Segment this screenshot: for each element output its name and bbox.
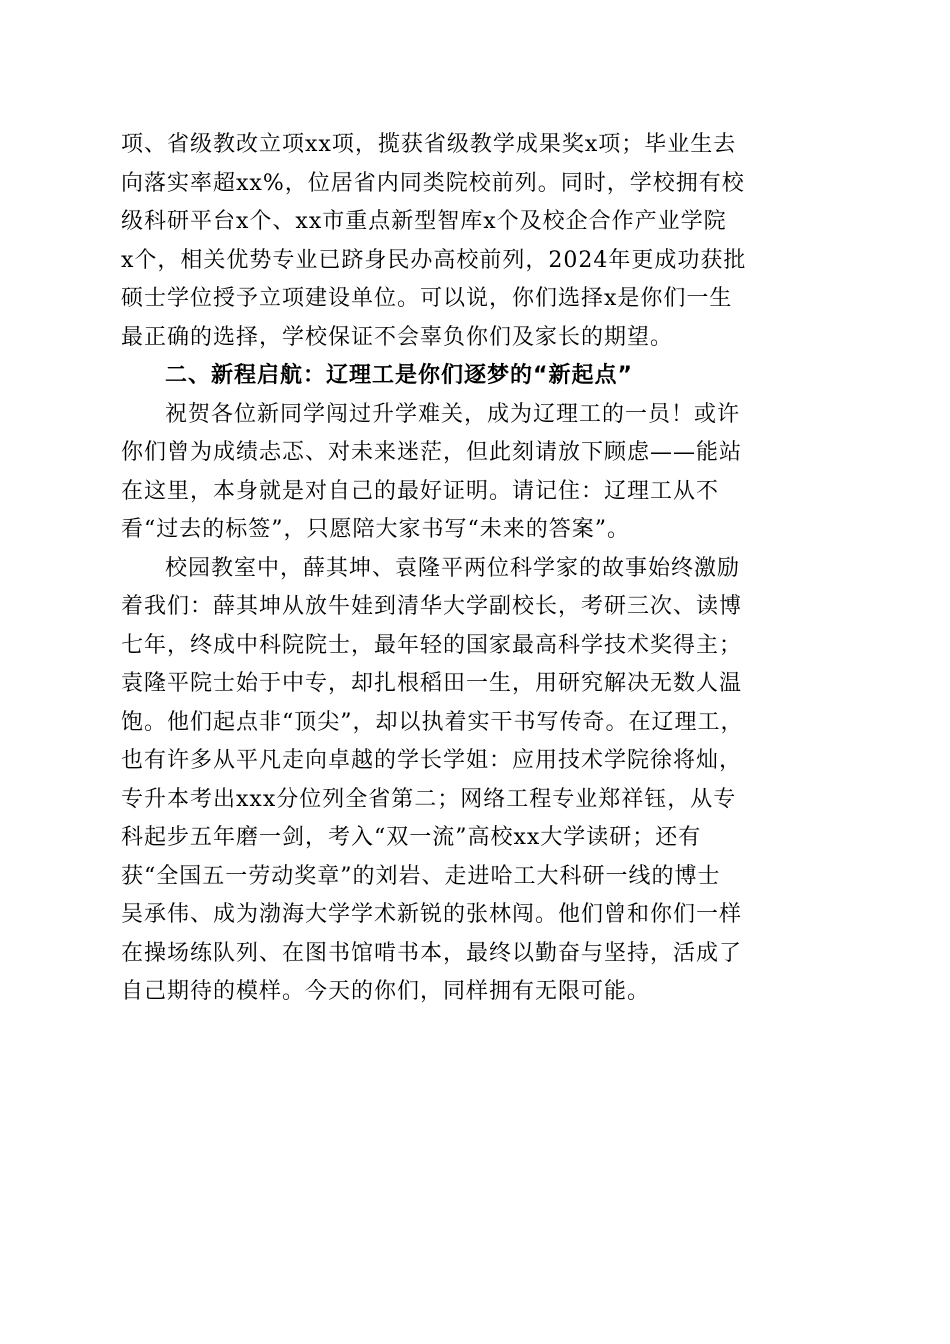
text-line: 祝贺各位新同学闯过升学难关，成为辽理工的一员！或许: [165, 401, 741, 427]
paragraph-3: [121, 550, 833, 1012]
text-line: x个，相关优势专业已跻身民办高校前列，2024年更成功获批: [121, 247, 747, 273]
document-body: [121, 126, 833, 1012]
text-line: 专升本考出xxx分位列全省第二；网络工程专业郑祥钰，从专: [121, 786, 737, 812]
text-line: 吴承伟、成为渤海大学学术新锐的张林闯。他们曾和你们一样: [121, 902, 743, 927]
text-line: 级科研平台x个、xx市重点新型智库x个及校企合作产业学院: [121, 209, 727, 234]
text-line: 你们曾为成绩忐忑、对未来迷茫，但此刻请放下顾虑——能站: [121, 440, 743, 465]
text-line: 袁隆平院士始于中专，却扎根稻田一生，用研究解决无数人温: [121, 671, 743, 696]
text-line: 七年，终成中科院院士，最年轻的国家最高科学技术奖得主；: [121, 632, 743, 658]
text-line: 科起步五年磨一剑，考入“双一流”高校xx大学读研；还有: [121, 825, 702, 850]
text-line: 在这里，本身就是对自己的最好证明。请记住：辽理工从不: [121, 478, 720, 504]
paragraph-2: [121, 396, 833, 550]
text-line: 也有许多从平凡走向卓越的学长学姐：应用技术学院徐将灿，: [121, 748, 743, 773]
text-line: 在操场练队列、在图书馆啃书本，最终以勤奋与坚持，活成了: [121, 940, 743, 966]
text-line: 自己期待的模样。今天的你们，同样拥有无限可能。: [121, 979, 651, 1004]
text-line: 获“全国五一劳动奖章”的刘岩、走进哈工大科研一线的博士: [121, 863, 721, 889]
text-line: 校园教室中，薛其坤、袁隆平两位科学家的故事始终激励: [165, 555, 741, 581]
section-heading: 二、新程启航：辽理工是你们逐梦的“新起点”: [165, 363, 633, 388]
text-line: 看“过去的标签”，只愿陪大家书写“未来的答案”。: [121, 517, 630, 542]
text-line: 着我们：薛其坤从放牛娃到清华大学副校长，考研三次、读博: [121, 594, 743, 619]
text-line: 项、省级教改立项xx项，揽获省级教学成果奖x项；毕业生去: [121, 132, 737, 157]
text-line: 硕士学位授予立项建设单位。可以说，你们选择x是你们一生: [121, 286, 733, 311]
text-line: 最正确的选择，学校保证不会辜负你们及家长的期望。: [121, 324, 674, 350]
text-line: 向落实率超xx%，位居省内同类院校前列。同时，学校拥有校: [121, 170, 745, 196]
text-line: 饱。他们起点非“顶尖”，却以执着实干书写传奇。在辽理工，: [121, 709, 744, 735]
paragraph-1: [121, 126, 833, 357]
